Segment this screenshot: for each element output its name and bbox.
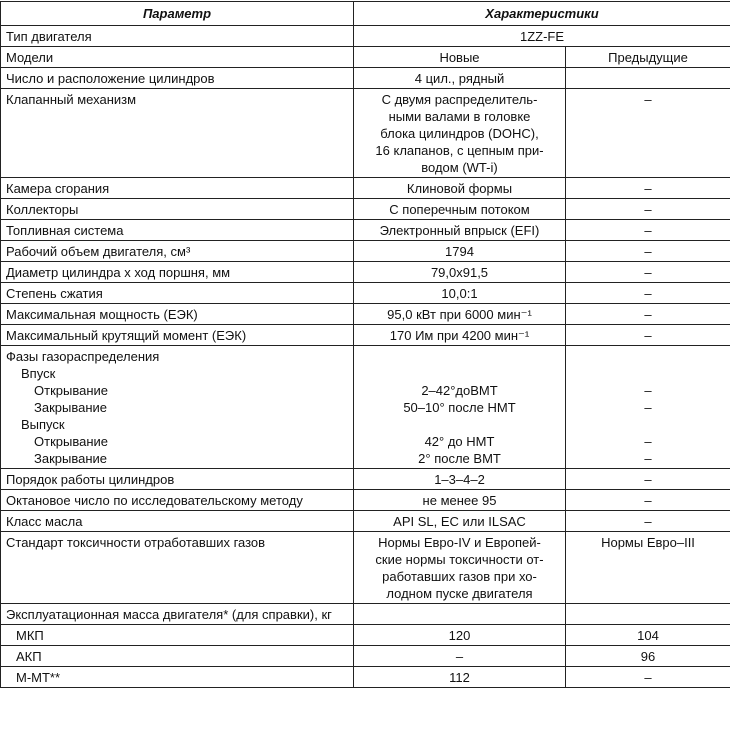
table-row bbox=[1, 511, 730, 532]
table-row bbox=[1, 346, 730, 469]
timing-title: Фазы газораспределения bbox=[6, 348, 348, 365]
table-row bbox=[1, 220, 730, 241]
value-new: API SL, EC или ILSAC bbox=[354, 511, 566, 532]
row-label: Эксплуатационная масса двигателя* (для справки), кг bbox=[1, 604, 354, 625]
table-row bbox=[1, 262, 730, 283]
header-specs: Характеристики bbox=[354, 2, 730, 26]
value-new: 95,0 кВт при 6000 мин⁻¹ bbox=[354, 304, 566, 325]
exhaust-open-label: Открывание bbox=[6, 433, 348, 450]
value-new: 170 Им при 4200 мин⁻¹ bbox=[354, 325, 566, 346]
value-prev: – bbox=[566, 490, 730, 511]
table-row bbox=[1, 199, 730, 220]
header-parameter: Параметр bbox=[1, 2, 354, 26]
intake-close-label: Закрывание bbox=[6, 399, 348, 416]
row-label: Максимальная мощность (ЕЭК) bbox=[1, 304, 354, 325]
row-label: Коллекторы bbox=[1, 199, 354, 220]
value-new: Электронный впрыск (EFI) bbox=[354, 220, 566, 241]
row-label: Диаметр цилиндра x ход поршня, мм bbox=[1, 262, 354, 283]
value-new bbox=[354, 346, 566, 469]
exhaust-close-label: Закрывание bbox=[6, 450, 348, 467]
text-line: работавших газов при хо- bbox=[359, 568, 560, 585]
table-row bbox=[1, 89, 730, 178]
text-line: С двумя распределитель- bbox=[359, 91, 560, 108]
value-prev: – bbox=[566, 199, 730, 220]
table-row bbox=[1, 469, 730, 490]
value-prev: Нормы Евро–III bbox=[566, 532, 730, 604]
value-prev bbox=[566, 68, 730, 89]
value-prev: 96 bbox=[566, 646, 730, 667]
value-new: – bbox=[354, 646, 566, 667]
table-row bbox=[1, 26, 730, 47]
header-row bbox=[1, 2, 730, 26]
row-label: Класс масла bbox=[1, 511, 354, 532]
row-label: Тип двигателя bbox=[1, 26, 354, 47]
exhaust-close-prev: – bbox=[571, 450, 725, 467]
value-prev bbox=[566, 346, 730, 469]
value-new: С поперечным потоком bbox=[354, 199, 566, 220]
value-new: 1794 bbox=[354, 241, 566, 262]
intake-label: Впуск bbox=[6, 365, 348, 382]
value-prev: – bbox=[566, 89, 730, 178]
text-line: ские нормы токсичности от- bbox=[359, 551, 560, 568]
row-label: Стандарт токсичности отработавших газов bbox=[1, 532, 354, 604]
value-new: 112 bbox=[354, 667, 566, 688]
value-prev: 104 bbox=[566, 625, 730, 646]
value-prev: – bbox=[566, 304, 730, 325]
row-label: Степень сжатия bbox=[1, 283, 354, 304]
text-line: 16 клапанов, с цепным при- bbox=[359, 142, 560, 159]
table-row bbox=[1, 68, 730, 89]
intake-close-prev: – bbox=[571, 399, 725, 416]
value-prev: – bbox=[566, 220, 730, 241]
row-label: Число и расположение цилиндров bbox=[1, 68, 354, 89]
table-row bbox=[1, 47, 730, 68]
row-label: Клапанный механизм bbox=[1, 89, 354, 178]
row-label: Топливная система bbox=[1, 220, 354, 241]
intake-open-label: Открывание bbox=[6, 382, 348, 399]
value-new: Клиновой формы bbox=[354, 178, 566, 199]
row-label: АКП bbox=[1, 646, 354, 667]
row-label: МКП bbox=[1, 625, 354, 646]
table-row bbox=[1, 283, 730, 304]
value-new bbox=[354, 89, 566, 178]
models-new: Новые bbox=[354, 47, 566, 68]
intake-open-prev: – bbox=[571, 382, 725, 399]
table-row bbox=[1, 667, 730, 688]
text-line: водом (WT-i) bbox=[359, 159, 560, 176]
value-prev: – bbox=[566, 241, 730, 262]
text-line: лодном пуске двигателя bbox=[359, 585, 560, 602]
row-label: Рабочий объем двигателя, см³ bbox=[1, 241, 354, 262]
value-new: 4 цил., рядный bbox=[354, 68, 566, 89]
value-prev: – bbox=[566, 178, 730, 199]
table-row bbox=[1, 625, 730, 646]
row-value: 1ZZ-FE bbox=[354, 26, 730, 47]
models-prev: Предыдущие bbox=[566, 47, 730, 68]
table-row bbox=[1, 325, 730, 346]
text-line: Нормы Евро-IV и Европей- bbox=[359, 534, 560, 551]
intake-open-value: 2–42°доВМТ bbox=[359, 382, 560, 399]
value-prev: – bbox=[566, 283, 730, 304]
text-line: блока цилиндров (DOHC), bbox=[359, 125, 560, 142]
row-label: Максимальный крутящий момент (ЕЭК) bbox=[1, 325, 354, 346]
table-row bbox=[1, 490, 730, 511]
value-new: не менее 95 bbox=[354, 490, 566, 511]
value-prev: – bbox=[566, 469, 730, 490]
value-prev: – bbox=[566, 511, 730, 532]
table-row bbox=[1, 532, 730, 604]
value-new: 120 bbox=[354, 625, 566, 646]
row-label: M-MT** bbox=[1, 667, 354, 688]
row-label bbox=[1, 346, 354, 469]
value-new: 79,0x91,5 bbox=[354, 262, 566, 283]
value-prev bbox=[566, 604, 730, 625]
table-row bbox=[1, 646, 730, 667]
exhaust-label: Выпуск bbox=[6, 416, 348, 433]
value-prev: – bbox=[566, 262, 730, 283]
value-prev: – bbox=[566, 667, 730, 688]
table-row bbox=[1, 241, 730, 262]
row-label: Камера сгорания bbox=[1, 178, 354, 199]
value-prev: – bbox=[566, 325, 730, 346]
value-new bbox=[354, 532, 566, 604]
exhaust-open-value: 42° до НМТ bbox=[359, 433, 560, 450]
value-new: 1–3–4–2 bbox=[354, 469, 566, 490]
text-line: ными валами в головке bbox=[359, 108, 560, 125]
spec-table bbox=[0, 1, 730, 688]
row-label: Октановое число по исследовательскому методу bbox=[1, 490, 354, 511]
intake-close-value: 50–10° после НМТ bbox=[359, 399, 560, 416]
value-new bbox=[354, 604, 566, 625]
row-label: Модели bbox=[1, 47, 354, 68]
table-row bbox=[1, 178, 730, 199]
exhaust-close-value: 2° после ВМТ bbox=[359, 450, 560, 467]
row-label: Порядок работы цилиндров bbox=[1, 469, 354, 490]
exhaust-open-prev: – bbox=[571, 433, 725, 450]
table-row bbox=[1, 304, 730, 325]
value-new: 10,0:1 bbox=[354, 283, 566, 304]
table-row bbox=[1, 604, 730, 625]
